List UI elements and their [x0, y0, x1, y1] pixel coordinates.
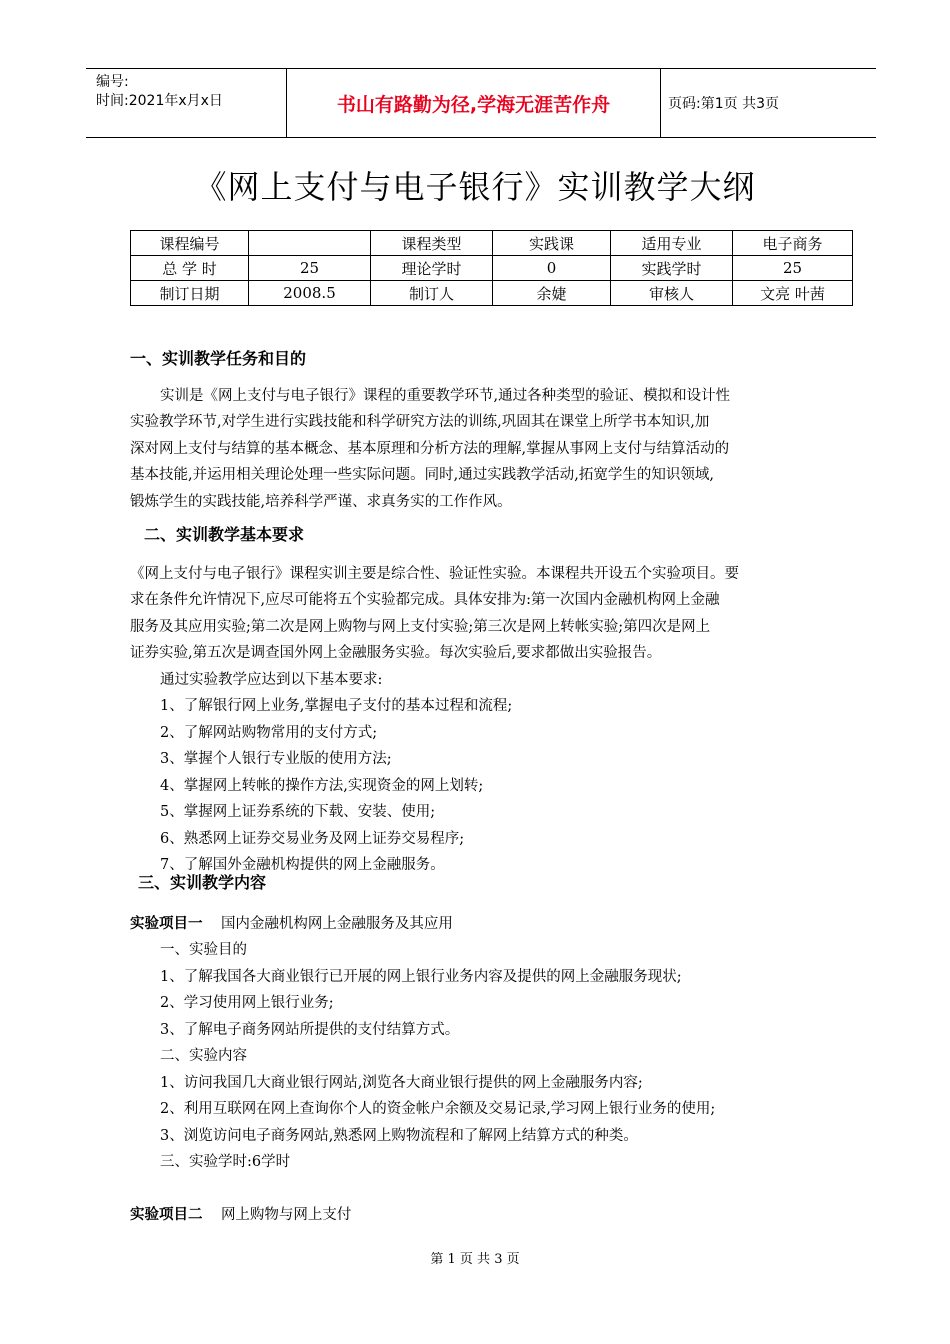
paragraph-line: 求在条件允许情况下,应尽可能将五个实验都完成。具体安排为:第一次国内金融机构网上金融 — [130, 592, 720, 608]
table-cell: 0 — [493, 256, 611, 281]
table-cell: 实践课 — [493, 231, 611, 256]
section-3 — [130, 870, 852, 1228]
page-footer: 第 1 页 共 3 页 — [430, 1252, 520, 1267]
project-title — [130, 911, 852, 938]
paragraph-line: 实训是《网上支付与电子银行》课程的重要教学环节,通过各种类型的验证、模拟和设计性 — [160, 387, 731, 404]
section-heading: 一、实训教学任务和目的 — [130, 349, 307, 368]
paragraph-line: 锻炼学生的实践技能,培养科学严谨、求真务实的工作作风。 — [130, 493, 512, 510]
paragraph-line: 服务及其应用实验;第二次是网上购物与网上支付实验;第三次是网上转帐实验;第四次是网上 — [130, 618, 711, 635]
list-item: 4、掌握网上转帐的操作方法,实现资金的网上划转; — [160, 777, 484, 794]
table-cell: 审核人 — [611, 281, 733, 306]
table-row — [131, 231, 853, 256]
paragraph-line: 深对网上支付与结算的基本概念、基本原理和分析方法的理解,掌握从事网上支付与结算活动的 — [130, 440, 730, 457]
table-cell: 制订日期 — [131, 281, 249, 306]
table-cell: 实践学时 — [611, 256, 733, 281]
table-row — [131, 256, 853, 281]
table-cell: 课程编号 — [131, 231, 249, 256]
list-item: 2、利用互联网在网上查询你个人的资金帐户余额及交易记录,学习网上银行业务的使用; — [160, 1101, 716, 1117]
section-heading: 二、实训教学基本要求 — [144, 525, 305, 544]
table-cell: 总 学 时 — [131, 256, 249, 281]
table-cell: 制订人 — [371, 281, 493, 306]
header-page-info: 页码:第1页 共3页 — [668, 96, 779, 112]
serial-label: 编号: — [96, 74, 129, 90]
project-title — [130, 1202, 852, 1229]
header-motto: 书山有路勤为径,学海无涯苦作舟 — [336, 93, 611, 116]
project-2 — [130, 1202, 852, 1229]
list-item: 3、浏览访问电子商务网站,熟悉网上购物流程和了解网上结算方式的种类。 — [160, 1127, 638, 1144]
list-item: 3、掌握个人银行专业版的使用方法; — [160, 751, 392, 767]
time-label: 时间:2021年x月x日 — [96, 93, 223, 109]
table-cell: 理论学时 — [371, 256, 493, 281]
page-header — [86, 68, 876, 138]
table-row — [131, 281, 853, 306]
project-label: 实验项目二 — [130, 1206, 203, 1223]
paragraph-line: 证券实验,第五次是调查国外网上金融服务实验。每次实验后,要求都做出实验报告。 — [130, 645, 662, 661]
table-cell: 适用专业 — [611, 231, 733, 256]
list-item: 5、掌握网上证券系统的下载、安装、使用; — [160, 804, 436, 820]
section-body — [130, 383, 852, 516]
list-item: 2、了解网站购物常用的支付方式; — [160, 724, 378, 741]
list-item: 1、了解银行网上业务,掌握电子支付的基本过程和流程; — [160, 698, 513, 714]
table-cell: 电子商务 — [733, 231, 853, 256]
header-motto-box — [286, 69, 661, 137]
list-item: 3、了解电子商务网站所提供的支付结算方式。 — [160, 1021, 460, 1038]
list-item: 7、了解国外金融机构提供的网上金融服务。 — [160, 857, 445, 873]
project-1 — [130, 911, 852, 1176]
table-cell: 余婕 — [493, 281, 611, 306]
subheading: 三、实验学时:6学时 — [160, 1154, 291, 1170]
table-cell: 2008.5 — [249, 281, 371, 306]
project-label: 实验项目一 — [130, 915, 203, 932]
paragraph-line: 通过实验教学应达到以下基本要求: — [160, 671, 383, 688]
paragraph-line: 《网上支付与电子银行》课程实训主要是综合性、验证性实验。本课程共开设五个实验项目。要 — [130, 565, 739, 582]
list-item: 6、熟悉网上证券交易业务及网上证券交易程序; — [160, 830, 465, 847]
subheading: 二、实验内容 — [160, 1048, 247, 1064]
table-cell: 课程类型 — [371, 231, 493, 256]
table-cell: 25 — [733, 256, 853, 281]
list-item: 1、访问我国几大商业银行网站,浏览各大商业银行提供的网上金融服务内容; — [160, 1074, 643, 1091]
project-name: 网上购物与网上支付 — [220, 1206, 352, 1223]
list-item: 2、学习使用网上银行业务; — [160, 995, 334, 1011]
table-cell: 25 — [249, 256, 371, 281]
subheading: 一、实验目的 — [160, 942, 247, 958]
header-meta — [96, 73, 286, 111]
section-2 — [130, 522, 852, 879]
project-name: 国内金融机构网上金融服务及其应用 — [220, 915, 453, 932]
table-cell — [249, 231, 371, 256]
list-item: 1、了解我国各大商业银行已开展的网上银行业务内容及提供的网上金融服务现状; — [160, 968, 682, 985]
document-title: 《网上支付与电子银行》实训教学大纲 — [194, 168, 756, 206]
paragraph-line: 实验教学环节,对学生进行实践技能和科学研究方法的训练,巩固其在课堂上所学书本知识,加 — [130, 414, 710, 430]
course-info-table — [130, 230, 853, 306]
section-1 — [130, 346, 852, 515]
section-body — [130, 561, 852, 879]
paragraph-line: 基本技能,并运用相关理论处理一些实际问题。同时,通过实践教学活动,拓宽学生的知识领域, — [130, 467, 714, 483]
table-cell: 文亮 叶茜 — [733, 281, 853, 306]
section-heading: 三、实训教学内容 — [138, 873, 267, 892]
